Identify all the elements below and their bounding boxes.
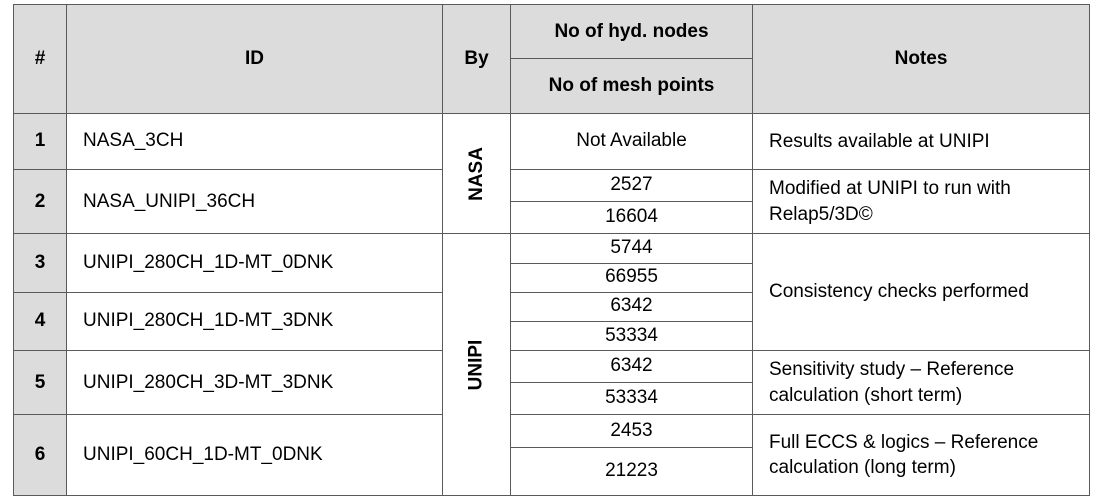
header-notes: Notes [753,5,1090,114]
note-cell: Sensitivity study – Reference calculation (short term) [753,351,1090,415]
value-cell: 21223 [511,447,753,495]
model-id: UNIPI_280CH_3D-MT_3DNK [67,351,443,415]
row-number: 2 [14,170,67,234]
value-cell: 16604 [511,202,753,234]
table-row [14,113,1090,169]
note-cell: Consistency checks performed [753,234,1090,351]
row-number: 6 [14,415,67,496]
models-table [13,4,1090,496]
by-group-nasa [443,113,511,234]
row-number: 4 [14,292,67,350]
header-mesh-points: No of mesh points [511,59,753,113]
table-row [14,234,1090,263]
by-label: UNIPI [465,339,487,391]
row-number: 1 [14,113,67,169]
row-number: 3 [14,234,67,292]
row-number: 5 [14,351,67,415]
value-cell: 5744 [511,234,753,263]
value-cell: 2527 [511,170,753,202]
value-cell: 53334 [511,321,753,350]
note-cell: Results available at UNIPI [753,113,1090,169]
value-cell: 66955 [511,263,753,292]
model-id: UNIPI_280CH_1D-MT_3DNK [67,292,443,350]
note-cell: Modified at UNIPI to run with Relap5/3D© [753,170,1090,234]
value-cell: 53334 [511,383,753,415]
header-hyd-nodes: No of hyd. nodes [511,5,753,59]
header-id: ID [67,5,443,114]
value-cell: Not Available [511,113,753,169]
model-id: NASA_3CH [67,113,443,169]
model-id: UNIPI_60CH_1D-MT_0DNK [67,415,443,496]
value-cell: 6342 [511,292,753,321]
value-cell: 2453 [511,415,753,447]
header-num: # [14,5,67,114]
value-cell: 6342 [511,351,753,383]
table-row [14,351,1090,383]
table-row [14,170,1090,202]
by-label: NASA [465,146,487,201]
table-row [14,415,1090,447]
note-cell: Full ECCS & logics – Reference calculation (long term) [753,415,1090,496]
by-group-unipi [443,234,511,496]
model-id: NASA_UNIPI_36CH [67,170,443,234]
model-id: UNIPI_280CH_1D-MT_0DNK [67,234,443,292]
header-by: By [443,5,511,114]
